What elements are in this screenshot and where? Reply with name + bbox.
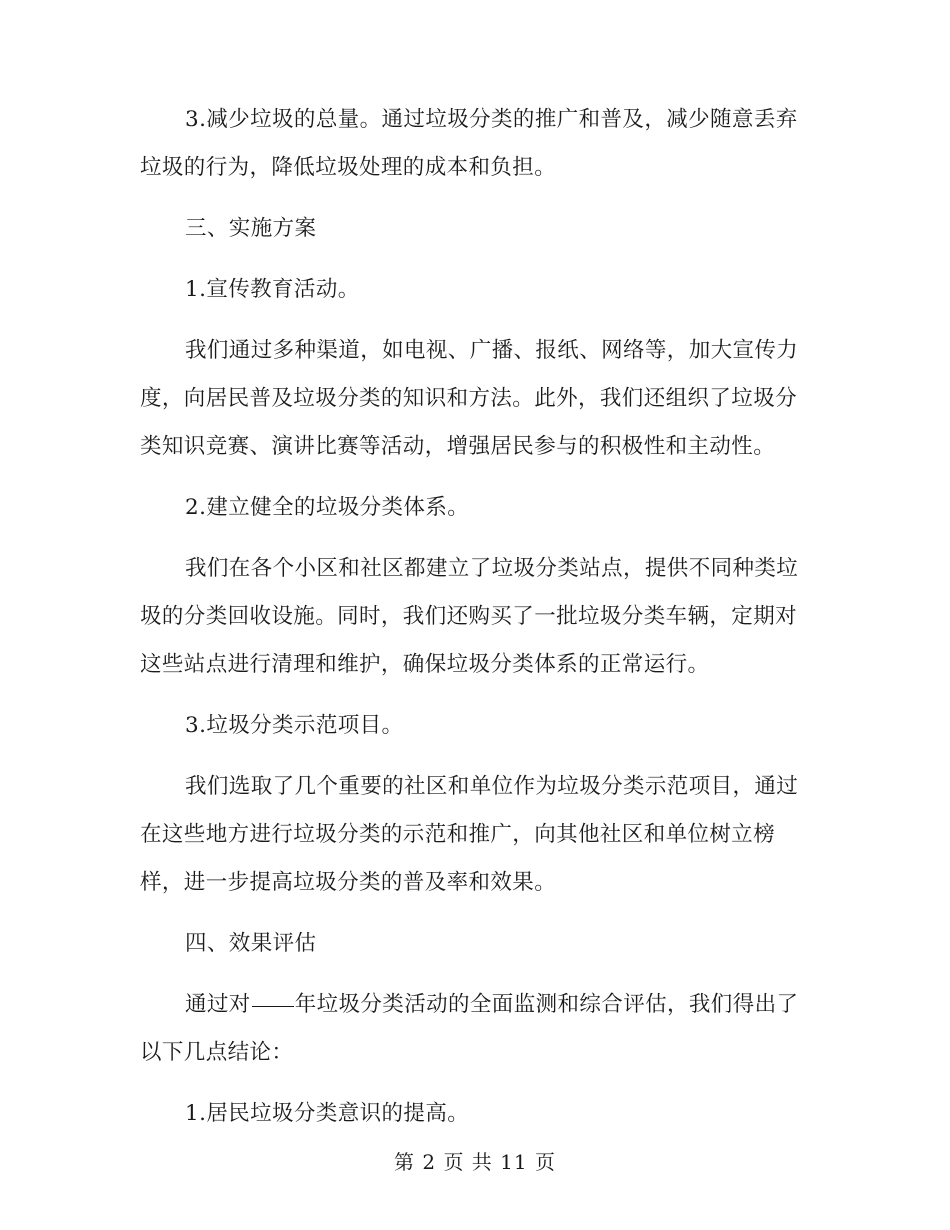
footer-page-number: 2 [422, 1150, 437, 1174]
section-heading-evaluation: 四、效果评估 [185, 931, 317, 956]
page-footer [0, 1146, 950, 1175]
subheading-demo-project: 3.垃圾分类示范项目。 [185, 713, 404, 738]
footer-total-pages: 11 [500, 1150, 528, 1174]
paragraph-system: 我们在各个小区和社区都建立了垃圾分类站点，提供不同种类垃圾的分类回收设施。同时，我们还购买了一批垃圾分类车辆，定期对这些站点进行清理和维护，确保垃圾分类体系的正常运行。 [140, 556, 799, 677]
evaluation-text-after-blank: 年垃圾分类活动的全面监测和综合评估，我们得出了以下几点结论： [140, 992, 799, 1065]
paragraph-demo-project: 我们选取了几个重要的社区和单位作为垃圾分类示范项目，通过在这些地方进行垃圾分类的示范和推广，向其他社区和单位树立榜样，进一步提高垃圾分类的普及率和效果。 [140, 774, 799, 895]
section-heading-implementation: 三、实施方案 [185, 216, 317, 241]
evaluation-text-before-blank: 通过对 [185, 992, 251, 1017]
subheading-awareness: 1.居民垃圾分类意识的提高。 [185, 1101, 470, 1126]
paragraph-goal-3: 3.减少垃圾的总量。通过垃圾分类的推广和普及，减少随意丢弃垃圾的行为，降低垃圾处理的成本和负担。 [140, 107, 798, 180]
document-body [140, 96, 800, 1151]
footer-middle: 页 共 [443, 1150, 493, 1174]
subheading-system: 2.建立健全的垃圾分类体系。 [185, 495, 470, 520]
year-blank-underline [252, 1005, 294, 1007]
paragraph-evaluation [140, 981, 800, 1077]
footer-prefix: 第 [394, 1150, 415, 1174]
subheading-publicity: 1.宣传教育活动。 [185, 277, 360, 302]
footer-suffix: 页 [534, 1150, 556, 1174]
paragraph-publicity: 我们通过多种渠道，如电视、广播、报纸、网络等，加大宣传力度，向居民普及垃圾分类的知识和方法。此外，我们还组织了垃圾分类知识竞赛、演讲比赛等活动，增强居民参与的积极性和主动性。 [140, 338, 799, 459]
